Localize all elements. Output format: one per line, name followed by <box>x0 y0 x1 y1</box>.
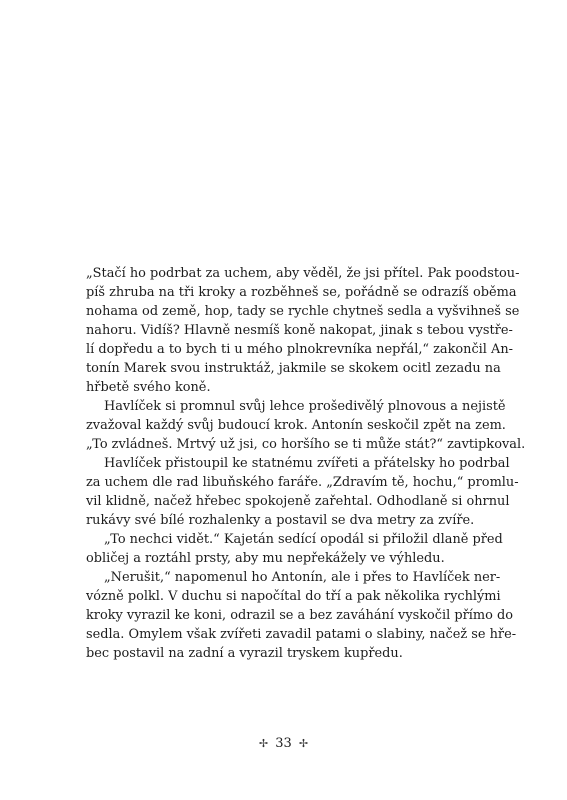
page-number: 33 <box>275 736 292 751</box>
ornament-right-icon: ✢ <box>298 737 309 750</box>
paragraph <box>86 530 503 568</box>
page-footer <box>0 735 567 753</box>
text-line: píš zhruba na tři kroky a rozběhneš se, pořádně se odrazíš oběma <box>86 285 517 300</box>
text-line: za uchem dle rad libuňského faráře. „Zdravím tě, hochu,“ promlu- <box>86 475 519 490</box>
text-line: hřbetě svého koně. <box>86 380 211 395</box>
paragraph <box>86 397 526 454</box>
text-line: vil klidně, načež hřebec spokojeně zařehtal. Odhodlaně si ohrnul <box>86 494 510 509</box>
body-text <box>86 264 526 663</box>
text-line: lí dopředu a to bych ti u mého plnokrevníka nepřál,“ zakončil An- <box>86 342 513 357</box>
ornament-left-icon: ✢ <box>258 737 269 750</box>
text-line: tonín Marek svou instruktáž, jakmile se skokem ocitl zezadu na <box>86 361 501 376</box>
text-line: kroky vyrazil ke koni, odrazil se a bez zaváhání vyskočil přímo do <box>86 608 513 623</box>
paragraph <box>86 454 519 530</box>
text-line: zvažoval každý svůj budoucí krok. Antonín seskočil zpět na zem. <box>86 418 506 433</box>
text-line: „Stačí ho podrbat za uchem, aby věděl, že jsi přítel. Pak poodstou- <box>86 266 520 281</box>
paragraph <box>86 264 520 397</box>
text-line: obličej a roztáhl prsty, aby mu nepřekážely ve výhledu. <box>86 551 445 566</box>
text-line: „To nechci vidět.“ Kajetán sedící opodál si přiložil dlaně před <box>104 532 503 547</box>
text-line: bec postavil na zadní a vyrazil tryskem kupředu. <box>86 646 403 661</box>
text-line: nohama od země, hop, tady se rychle chytneš sedla a vyšvihneš se <box>86 304 520 319</box>
text-line: rukávy své bílé rozhalenky a postavil se dva metry za zvíře. <box>86 513 475 528</box>
text-line: nahoru. Vidíš? Hlavně nesmíš koně nakopat, jinak s tebou vystře- <box>86 323 513 338</box>
text-line: vózně polkl. V duchu si napočítal do tří a pak několika rychlými <box>86 589 501 604</box>
text-line: „To zvládneš. Mrtvý už jsi, co horšího se ti může stát?“ zavtipkoval. <box>86 437 526 452</box>
text-line: Havlíček si promnul svůj lehce prošedivělý plnovous a nejistě <box>104 399 506 414</box>
text-line: sedla. Omylem však zvířeti zavadil patami o slabiny, načež se hře- <box>86 627 517 642</box>
text-line: „Nerušit,“ napomenul ho Antonín, ale i přes to Havlíček ner- <box>104 570 501 585</box>
paragraph <box>86 568 517 663</box>
text-line: Havlíček přistoupil ke statnému zvířeti a přátelsky ho podrbal <box>104 456 510 471</box>
